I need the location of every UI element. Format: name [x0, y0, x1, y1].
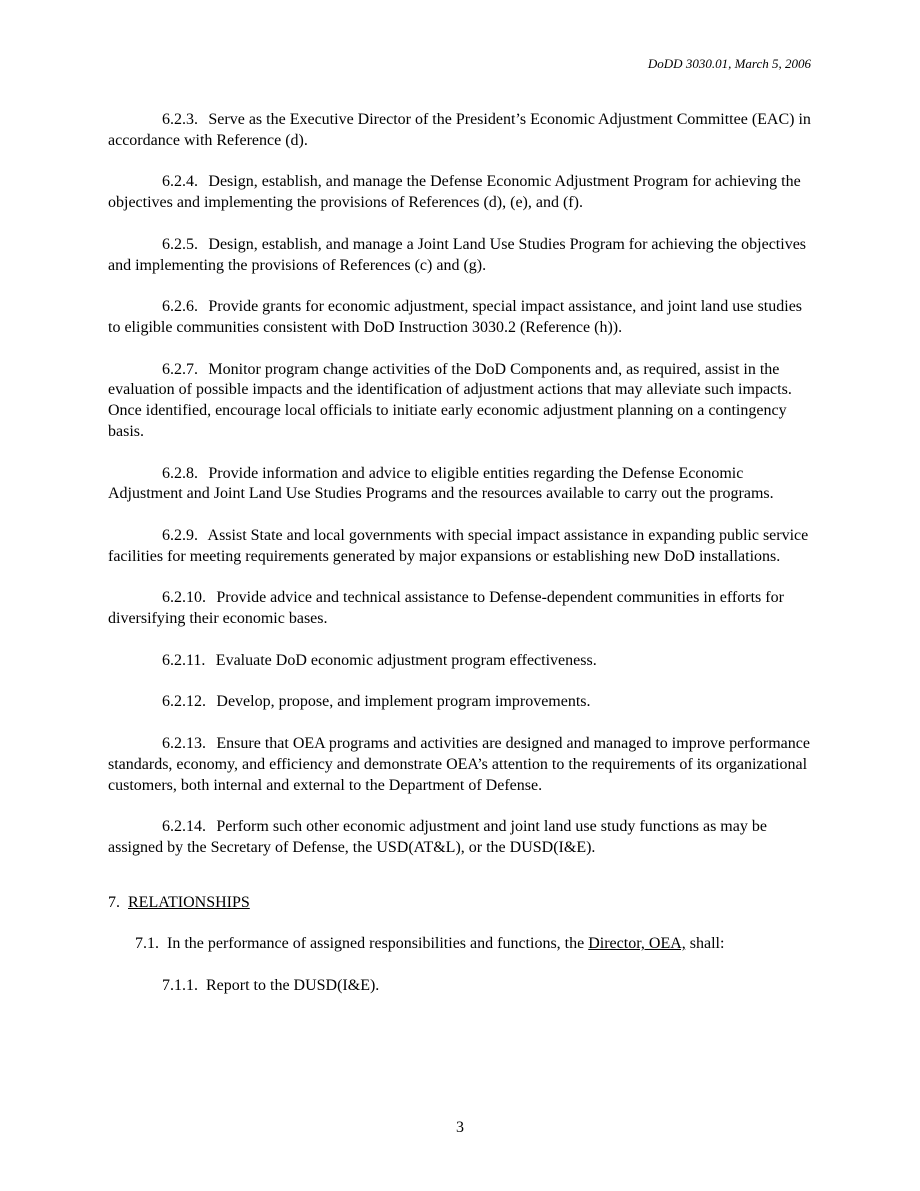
- paragraph-number: 6.2.11.: [162, 651, 206, 669]
- paragraph-number: 7.1.: [135, 935, 159, 953]
- paragraph-text: Provide information and advice to eligible entities regarding the Defense Economic Adjustment and Joint Land Use Studies Programs and the resources available to carry out the programs.: [108, 464, 774, 503]
- paragraph-text: Ensure that OEA programs and activities are designed and managed to improve performance standards, economy, and efficiency and demonstrate OEA’s attention to the requirements of its organizational customers, both internal and external to the Department of Defense.: [108, 734, 810, 794]
- paragraph-6-2-12: [108, 692, 814, 713]
- paragraph-7-1-1: [108, 976, 814, 997]
- paragraph-text: Assist State and local governments with special impact assistance in expanding public service facilities for meeting requirements generated by major expansions or establishing new DoD installations.: [108, 526, 809, 565]
- paragraph-number: 7.1.1.: [162, 976, 198, 994]
- paragraph-6-2-3: [108, 110, 814, 152]
- header-doc-reference: DoDD 3030.01, March 5, 2006: [647, 56, 811, 71]
- paragraph-text: Evaluate DoD economic adjustment program effectiveness.: [215, 651, 597, 669]
- section-title: RELATIONSHIPS: [128, 893, 250, 911]
- paragraph-number: 6.2.4.: [162, 173, 198, 191]
- paragraph-number: 6.2.10.: [162, 589, 206, 607]
- paragraph-text: Design, establish, and manage the Defense Economic Adjustment Program for achieving the objectives and implementing the provisions of References (d), (e), and (f).: [108, 173, 801, 212]
- document-body: [108, 110, 814, 1017]
- paragraph-6-2-7: [108, 360, 814, 443]
- paragraph-number: 6.2.6.: [162, 298, 198, 316]
- paragraph-text-end: shall:: [689, 935, 725, 953]
- document-header: [648, 56, 811, 72]
- paragraph-number: 6.2.14.: [162, 818, 206, 836]
- paragraph-6-2-6: [108, 297, 814, 339]
- paragraph-6-2-4: [108, 172, 814, 214]
- page-number: 3: [456, 1119, 464, 1136]
- paragraph-6-2-14: [108, 817, 814, 859]
- paragraph-text: Develop, propose, and implement program improvements.: [216, 693, 591, 711]
- paragraph-number: 6.2.7.: [162, 360, 198, 378]
- paragraph-number: 6.2.9.: [162, 526, 198, 544]
- paragraph-text: Provide grants for economic adjustment, special impact assistance, and joint land use studies to eligible communities consistent with DoD Instruction 3030.2 (Reference (h)).: [108, 298, 803, 336]
- paragraph-text: Provide advice and technical assistance to Defense-dependent communities in efforts for diversifying their economic bases.: [108, 589, 784, 628]
- paragraph-6-2-5: [108, 235, 814, 277]
- paragraph-6-2-13: [108, 734, 814, 796]
- paragraph-text: Monitor program change activities of the DoD Components and, as required, assist in the evaluation of possible impacts and the identification of adjustment actions that may alleviate such impacts. Once identified, encourage local officials to initiate early economic adjustment planning on a contingency basis.: [108, 360, 800, 440]
- paragraph-6-2-10: [108, 588, 814, 630]
- paragraph-number: 6.2.12.: [162, 693, 206, 711]
- paragraph-7-1: [108, 934, 814, 955]
- paragraph-6-2-8: [108, 464, 814, 506]
- paragraph-6-2-11: [108, 651, 814, 672]
- paragraph-text: Design, establish, and manage a Joint Land Use Studies Program for achieving the objectives and implementing the provisions of References (c) and (g).: [108, 235, 807, 274]
- paragraph-number: 6.2.3.: [162, 111, 198, 128]
- paragraph-text: Perform such other economic adjustment and joint land use study functions as may be assigned by the Secretary of Defense, the USD(AT&L), or the DUSD(I&E).: [108, 818, 767, 856]
- section-number: 7.: [108, 893, 120, 911]
- director-oea-underlined: Director, OEA,: [588, 935, 686, 953]
- paragraph-number: 6.2.13.: [162, 734, 206, 752]
- paragraph-number: 6.2.8.: [162, 464, 198, 482]
- section-7-heading: [108, 893, 814, 914]
- paragraph-text: Report to the DUSD(I&E).: [206, 976, 380, 994]
- paragraph-text: In the performance of assigned responsibilities and functions, the: [167, 935, 585, 953]
- paragraph-6-2-9: [108, 526, 814, 568]
- paragraph-text: Serve as the Executive Director of the President’s Economic Adjustment Committee (EAC) in accordance with Reference (d).: [108, 111, 811, 149]
- paragraph-number: 6.2.5.: [162, 235, 198, 253]
